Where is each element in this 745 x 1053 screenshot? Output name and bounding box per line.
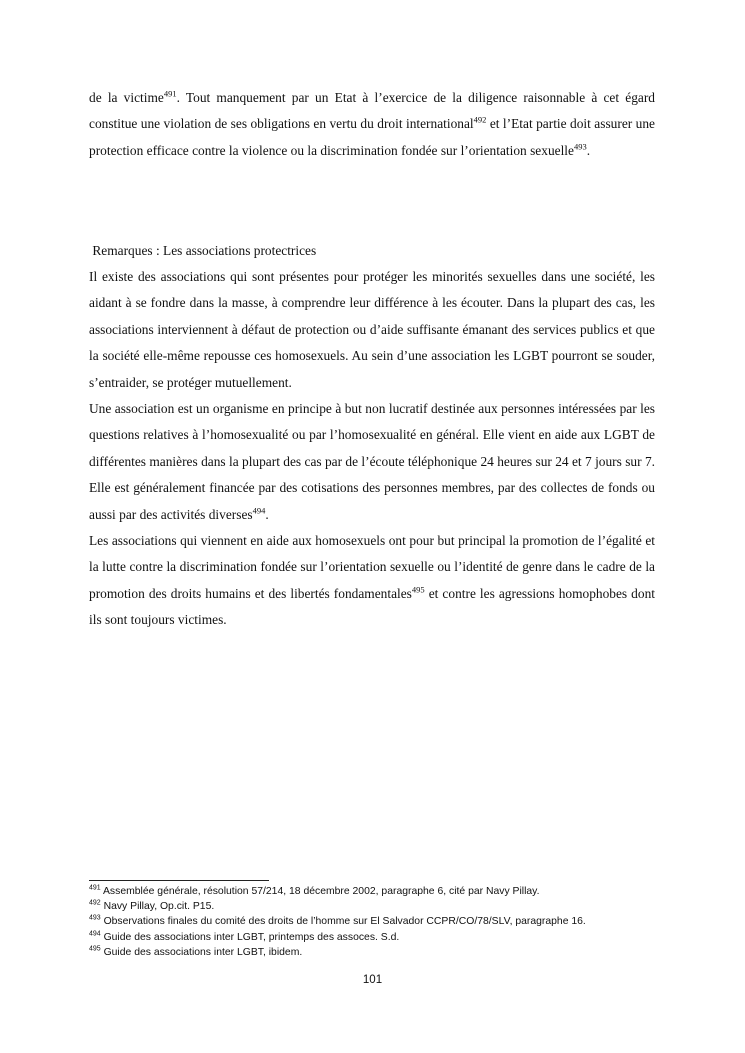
footnote-number: 491: [89, 884, 101, 892]
section-heading-text: Remarques : Les associations protectrices: [92, 243, 317, 258]
footnote-text: Guide des associations inter LGBT, printemps des assoces. S.d.: [100, 931, 400, 943]
footnote-ref-495[interactable]: 495: [411, 584, 425, 595]
section-body: [89, 264, 655, 634]
footnote-number: 492: [89, 899, 101, 907]
paragraph-3-text-b: .: [265, 506, 269, 522]
footnote-ref-492[interactable]: 492: [473, 114, 487, 125]
footnote-text: Guide des associations inter LGBT, ibidem.: [100, 946, 303, 958]
paragraph-1-text-c: et l’Etat partie doit assurer une protection efficace contre la violence ou la discrimination fondée sur l’orientation sexuelle: [89, 116, 655, 158]
paragraph-1: [89, 85, 655, 164]
paragraph-continuation: [89, 85, 655, 164]
paragraph-1-text-a: de la victime: [89, 90, 164, 105]
section-heading-block: [89, 238, 655, 264]
paragraph-4: [89, 528, 655, 634]
paragraph-1-text-d: .: [586, 142, 591, 158]
footnote-494: [89, 930, 689, 945]
paragraph-1-text-b: . Tout manquement par un Etat à l’exercice de la diligence raisonnable à cet égard constitue une violation de ses obligations en vertu du droit international: [89, 90, 655, 132]
footnote-491: [89, 884, 689, 899]
paragraph-3-text-a: Une association est un organisme en principe à but non lucratif destinée aux personnes intéressées par les questions relatives à l’homosexualité ou par l’homosexualité en général. Elle vient en aide aux LGBT de différentes manières dans la plupart des cas par de l’écoute téléphonique 24 heures sur 24 et 7 jours sur 7. Elle est généralement financée par des cotisations des personnes membres, par des collectes de fonds ou aussi par des activités diverses: [89, 401, 655, 522]
paragraph-2: Il existe des associations qui sont présentes pour protéger les minorités sexuelles dans une société, les aidant à se fondre dans la masse, à comprendre leur différence à les écouter. Dans la plupart des cas, les associations interviennent à défaut de protection ou d’aide suffisante émanant des services publics et que la société elle-même repousse ces homosexuels. Au sein d’une association les LGBT pourront se souder, s’entraider, se protéger mutuellement.: [89, 269, 655, 390]
footnote-separator: [89, 880, 269, 881]
footnote-number: 493: [89, 914, 101, 922]
section-heading: [89, 238, 655, 264]
footnote-text: Navy Pillay, Op.cit. P15.: [100, 901, 215, 913]
footnote-493: [89, 914, 689, 929]
footnote-ref-491[interactable]: 491: [163, 88, 177, 99]
paragraph-4-text-b: et contre les agressions homophobes dont ils sont toujours victimes.: [89, 585, 655, 628]
footnote-ref-493[interactable]: 493: [573, 141, 587, 152]
footnote-text: Assemblée générale, résolution 57/214, 18 décembre 2002, paragraphe 6, cité par Navy Pillay.: [100, 886, 540, 897]
footnotes: [89, 884, 689, 960]
footnote-492: [89, 899, 689, 914]
footnote-text: Observations finales du comité des droits de l’homme sur El Salvador CCPR/CO/78/SLV, paragraphe 16.: [100, 916, 586, 928]
footnote-number: 495: [89, 945, 101, 953]
paragraph-4-text-a: Les associations qui viennent en aide aux homosexuels ont pour but principal la promotion de l’égalité et la lutte contre la discrimination fondée sur l’orientation sexuelle ou l’identité de genre dans le cadre de la promotion des droits humains et des libertés fondamentales: [89, 533, 655, 601]
paragraph-3: [89, 396, 655, 528]
footnote-495: [89, 945, 689, 960]
page-number: 101: [362, 974, 383, 986]
footnote-number: 494: [89, 930, 101, 938]
footnote-ref-494[interactable]: 494: [252, 505, 266, 516]
